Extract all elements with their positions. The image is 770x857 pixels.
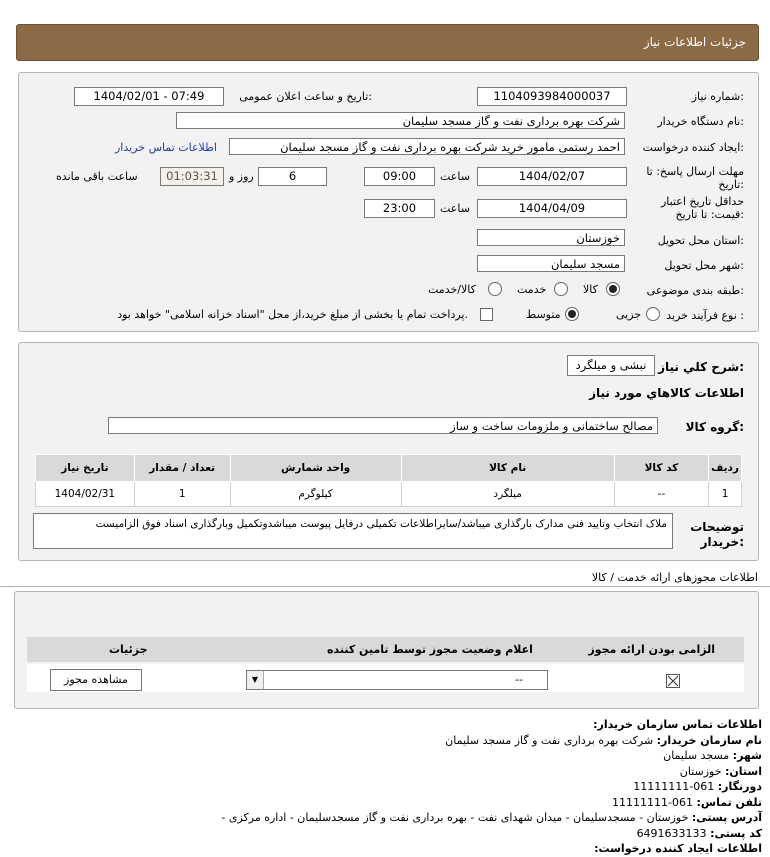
need-description-panel (18, 342, 759, 561)
cell-row: 1 (709, 482, 742, 507)
need-number-field[interactable]: 1104093984000037 (477, 87, 627, 106)
buyer-contact-link[interactable]: اطلاعات تماس خریدار (115, 141, 217, 154)
category-label: طبقه بندی موضوعی: (646, 284, 744, 297)
col-quantity: تعداد / مقدار (134, 455, 230, 482)
category-radio-goods[interactable] (606, 282, 620, 296)
announce-label: تاریخ و ساعت اعلان عمومی: (239, 90, 372, 103)
buyer-notes-box (33, 513, 673, 549)
cell-code: -- (614, 482, 708, 507)
deadline-time-label: ساعت (440, 170, 470, 183)
buyer-org-field[interactable]: شرکت بهره برداری نفت و گاز مسجد سلیمان (176, 112, 625, 129)
contact-line-city: شهر: مسجد سلیمان (663, 749, 762, 762)
summary-label: شرح کلي نياز: (658, 360, 744, 374)
summary-field: نبشی و میلگرد (567, 355, 655, 376)
permits-panel (14, 591, 759, 709)
process-radio-medium[interactable] (565, 307, 579, 321)
table-row (36, 482, 742, 507)
buyer-notes-text: ملاک انتخاب وتایید فنی مدارک بارگذاری میباشد/سایراطلاعات تکمیلی درفایل پیوست میباشدوتکمیل وبارگذاری اسناد فوق الزامیست (95, 518, 667, 530)
page-header (16, 24, 759, 61)
buyer-org-label: نام دستگاه خریدار: (657, 115, 744, 128)
process-label: نوع فرآیند خرید : (666, 309, 744, 322)
treasury-payment-checkbox[interactable] (480, 308, 493, 321)
treasury-payment-note: پرداخت تمام یا بخشی از مبلغ خرید،از محل "اسناد خزانه اسلامی" خواهد بود. (117, 308, 468, 321)
permit-status-value: -- (515, 673, 523, 686)
permits-header-row (27, 637, 744, 662)
buyer-notes-label-2: خريدار: (700, 535, 744, 549)
validity-time-label: ساعت (440, 202, 470, 215)
permit-status-select[interactable] (246, 670, 548, 690)
permits-divider (0, 586, 770, 587)
cell-name: میلگرد (401, 482, 614, 507)
permit-required-checkbox[interactable] (666, 674, 680, 688)
process-radio-minor[interactable] (646, 307, 660, 321)
need-number-label: شماره نیاز: (691, 90, 744, 103)
permits-col-status: اعلام وضعیت مجوز توسط تامین کننده (327, 643, 533, 656)
deadline-label: مهلت ارسال پاسخ: تا (646, 165, 744, 178)
category-radio-service[interactable] (554, 282, 568, 296)
deadline-time-field[interactable]: 09:00 (364, 167, 435, 186)
province-label: استان محل تحویل: (657, 234, 744, 247)
process-option-minor: جزیی (616, 308, 642, 321)
permits-col-required: الزامی بودن ارائه مجوز (588, 643, 715, 656)
announce-field[interactable]: 1404/02/01 - 07:49 (74, 87, 224, 106)
contact-line-postal: کد پستی: 6491633133 (636, 826, 762, 840)
validity-date-field[interactable]: 1404/04/09 (477, 199, 627, 218)
goods-section-title: اطلاعات کالاهاي مورد نياز (589, 386, 744, 400)
contact-title: اطلاعات تماس سازمان خریدار: (593, 718, 762, 731)
category-radio-both[interactable] (488, 282, 502, 296)
city-label: شهر محل تحویل: (664, 259, 744, 272)
page-title: جزئیات اطلاعات نیاز (643, 35, 746, 49)
province-field[interactable]: خوزستان (477, 229, 625, 246)
cell-date: 1404/02/31 (36, 482, 135, 507)
buyer-notes-label: توضيحات (690, 520, 744, 534)
contact-line-requester: اطلاعات ایجاد کننده درخواست: (594, 842, 762, 855)
remaining-label: ساعت باقی مانده (56, 170, 138, 183)
col-name: نام کالا (401, 455, 614, 482)
col-unit: واحد شمارش (230, 455, 401, 482)
chevron-down-icon[interactable]: ▼ (247, 671, 264, 689)
validity-label-2: قیمت: تا تاریخ: (675, 208, 744, 221)
category-option-both: کالا/خدمت (428, 283, 476, 296)
process-option-medium: متوسط (526, 308, 561, 321)
contact-line-org: نام سازمان خریدار: شرکت بهره برداری نفت و گاز مسجد سلیمان (445, 733, 762, 747)
deadline-label-2: تاریخ: (718, 178, 744, 191)
days-field[interactable]: 6 (258, 167, 327, 186)
permits-title: اطلاعات مجوزهای ارائه خدمت / کالا (591, 571, 758, 584)
requester-field[interactable]: احمد رستمی مامور خرید شرکت بهره برداری نفت و گاز مسجد سلیمان (229, 138, 625, 155)
col-code: کد کالا (614, 455, 708, 482)
category-option-service: خدمت (517, 283, 547, 296)
permits-col-details: جزئیات (109, 643, 148, 656)
contact-line-province: استان: خوزستان (679, 764, 762, 778)
group-label: گروه کالا: (685, 420, 744, 434)
view-permit-button[interactable]: مشاهده مجوز (50, 669, 142, 691)
need-info-panel (18, 72, 759, 332)
col-row: رديف (709, 455, 742, 482)
contact-line-phone: تلفن تماس: 061-11111111 (612, 795, 762, 809)
contact-line-address: آدرس پستی: خوزستان - مسجدسلیمان - میدان شهدای نفت - بهره برداری نفت و گاز مسجدسلیمان - اداره مرکزی - (221, 811, 762, 824)
city-field[interactable]: مسجد سلیمان (477, 255, 625, 272)
remaining-time-field: 01:03:31 (160, 167, 224, 186)
cell-quantity: 1 (134, 482, 230, 507)
deadline-date-field[interactable]: 1404/02/07 (477, 167, 627, 186)
contact-section (12, 717, 762, 857)
group-field: مصالح ساختمانی و ملزومات ساخت و ساز (108, 417, 658, 434)
days-label: روز و (229, 170, 254, 183)
category-option-goods: کالا (583, 283, 598, 296)
contact-line-fax: دورنگار: 061-11111111 (633, 780, 762, 793)
col-date: تاريخ نياز (36, 455, 135, 482)
goods-table (35, 454, 742, 507)
cell-unit: کیلوگرم (230, 482, 401, 507)
goods-table-header (36, 455, 742, 482)
validity-time-field[interactable]: 23:00 (364, 199, 435, 218)
requester-label: ایجاد کننده درخواست: (642, 141, 744, 154)
validity-label: حداقل تاریخ اعتبار (660, 195, 744, 208)
